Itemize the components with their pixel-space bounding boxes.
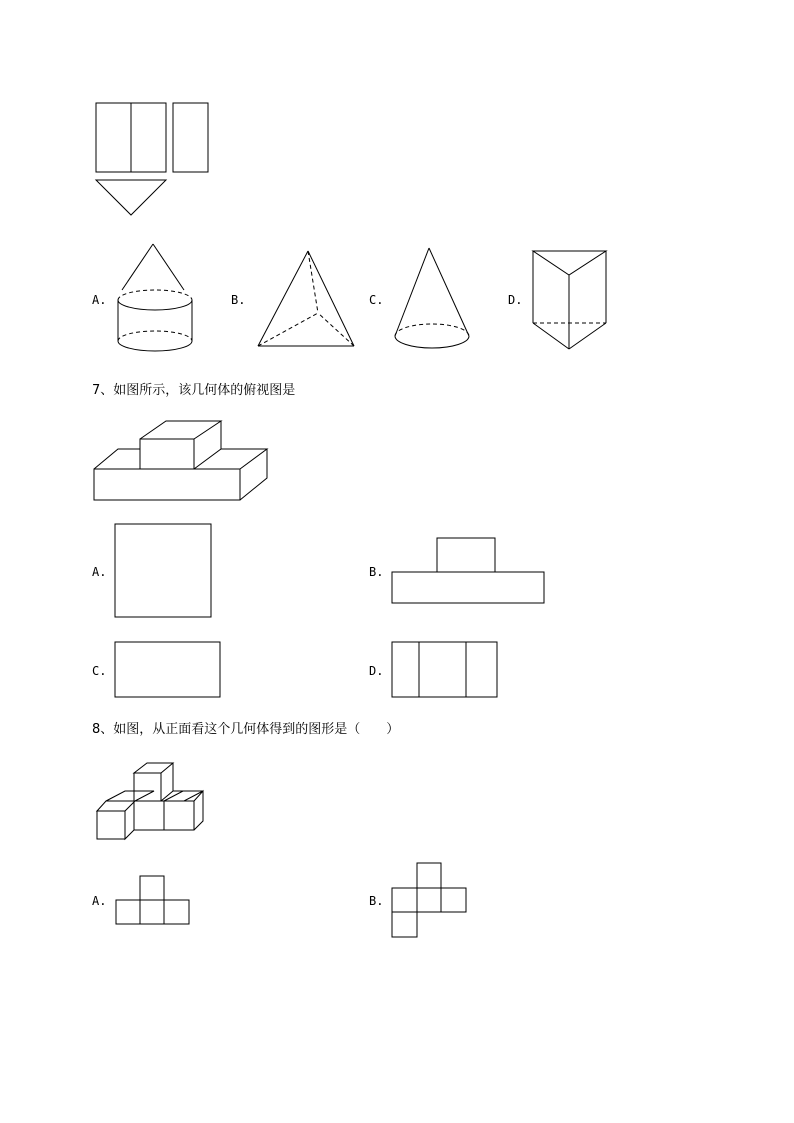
q8-option-b-label[interactable]: B. bbox=[369, 894, 384, 908]
q6-option-c-figure bbox=[395, 248, 469, 348]
q8-cube-stack bbox=[97, 763, 203, 839]
q8-option-a-figure bbox=[116, 876, 189, 924]
q7-option-c-figure bbox=[115, 642, 220, 697]
q6-option-a-figure bbox=[118, 244, 192, 351]
q6-option-c-label[interactable]: C. bbox=[369, 293, 384, 307]
q8-option-a-label[interactable]: A. bbox=[92, 894, 107, 908]
q6-three-views bbox=[96, 103, 208, 215]
q7-option-b-figure bbox=[392, 538, 544, 603]
q6-option-a-label[interactable]: A. bbox=[92, 293, 107, 307]
q8-question-text: 8、如图，从正面看这个几何体得到的图形是（ ） bbox=[92, 722, 400, 737]
q6-option-d-label[interactable]: D. bbox=[508, 293, 523, 307]
q7-solid bbox=[94, 421, 267, 500]
q7-option-b-label[interactable]: B. bbox=[369, 565, 384, 579]
q7-option-d-figure bbox=[392, 642, 497, 697]
q7-option-a-label[interactable]: A. bbox=[92, 565, 107, 579]
q7-question-text: 7、如图所示，该几何体的俯视图是 bbox=[92, 383, 296, 398]
q6-option-d-figure bbox=[533, 251, 606, 349]
q7-option-c-label[interactable]: C. bbox=[92, 664, 107, 678]
q6-option-b-label[interactable]: B. bbox=[231, 293, 246, 307]
q7-option-d-label[interactable]: D. bbox=[369, 664, 384, 678]
q7-option-a-figure bbox=[115, 524, 211, 617]
q6-option-b-figure bbox=[258, 251, 354, 346]
q8-option-b-figure bbox=[392, 863, 466, 937]
